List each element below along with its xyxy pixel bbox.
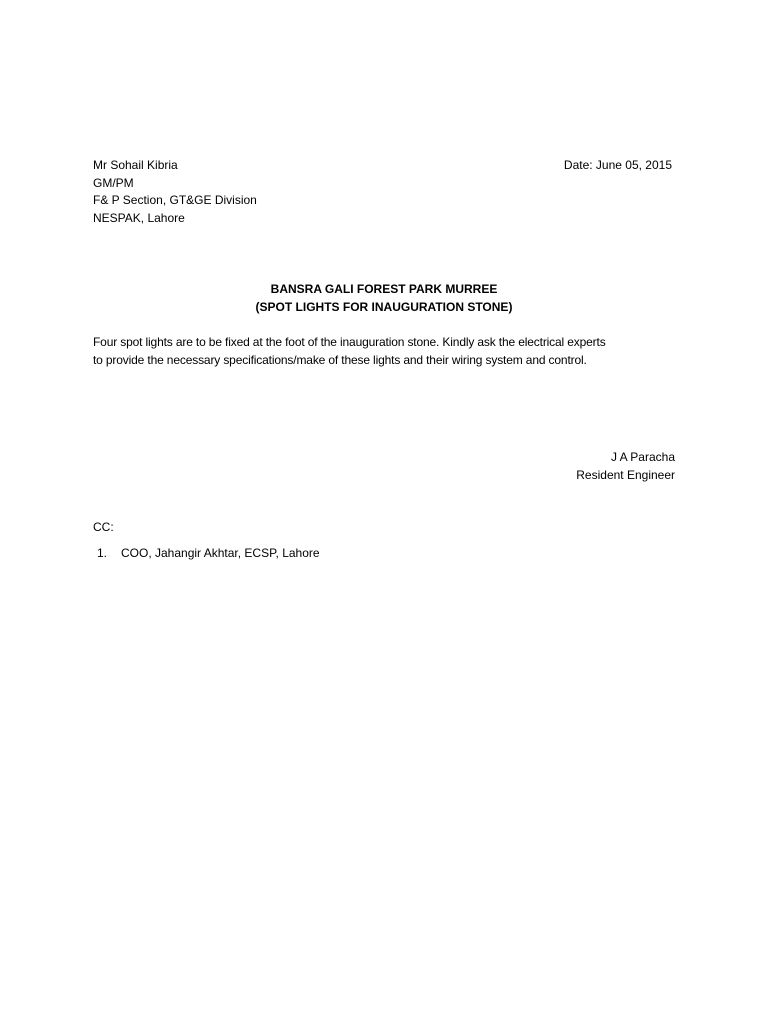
cc-label: CC: — [93, 520, 114, 534]
recipient-organization: NESPAK, Lahore — [93, 210, 185, 225]
subject-line-1: BANSRA GALI FOREST PARK MURREE — [270, 282, 498, 296]
signature-block — [576, 448, 675, 484]
signatory-name: J A Paracha — [610, 450, 675, 464]
cc-item-text: COO, Jahangir Akhtar, ECSP, Lahore — [121, 546, 320, 560]
subject-heading — [0, 280, 768, 316]
recipient-name: Mr Sohail Kibria — [93, 158, 178, 172]
recipient-section: F& P Section, GT&GE Division — [93, 193, 257, 208]
letter-date: Date: June 05, 2015 — [563, 158, 672, 172]
letter-body — [93, 333, 683, 369]
signatory-title: Resident Engineer — [576, 468, 675, 482]
recipient-position: GM/PM — [93, 175, 134, 190]
body-line-2: to provide the necessary specifications/make of these lights and their wiring system and control. — [93, 353, 587, 367]
subject-line-2: (SPOT LIGHTS FOR INAUGURATION STONE) — [255, 300, 513, 314]
body-line-1: Four spot lights are to be fixed at the foot of the inauguration stone. Kindly ask the electrical experts — [93, 335, 606, 349]
cc-item-number: 1. — [97, 546, 108, 560]
cc-list — [97, 544, 320, 562]
recipient-address-block — [93, 157, 257, 227]
list-item — [97, 544, 320, 562]
